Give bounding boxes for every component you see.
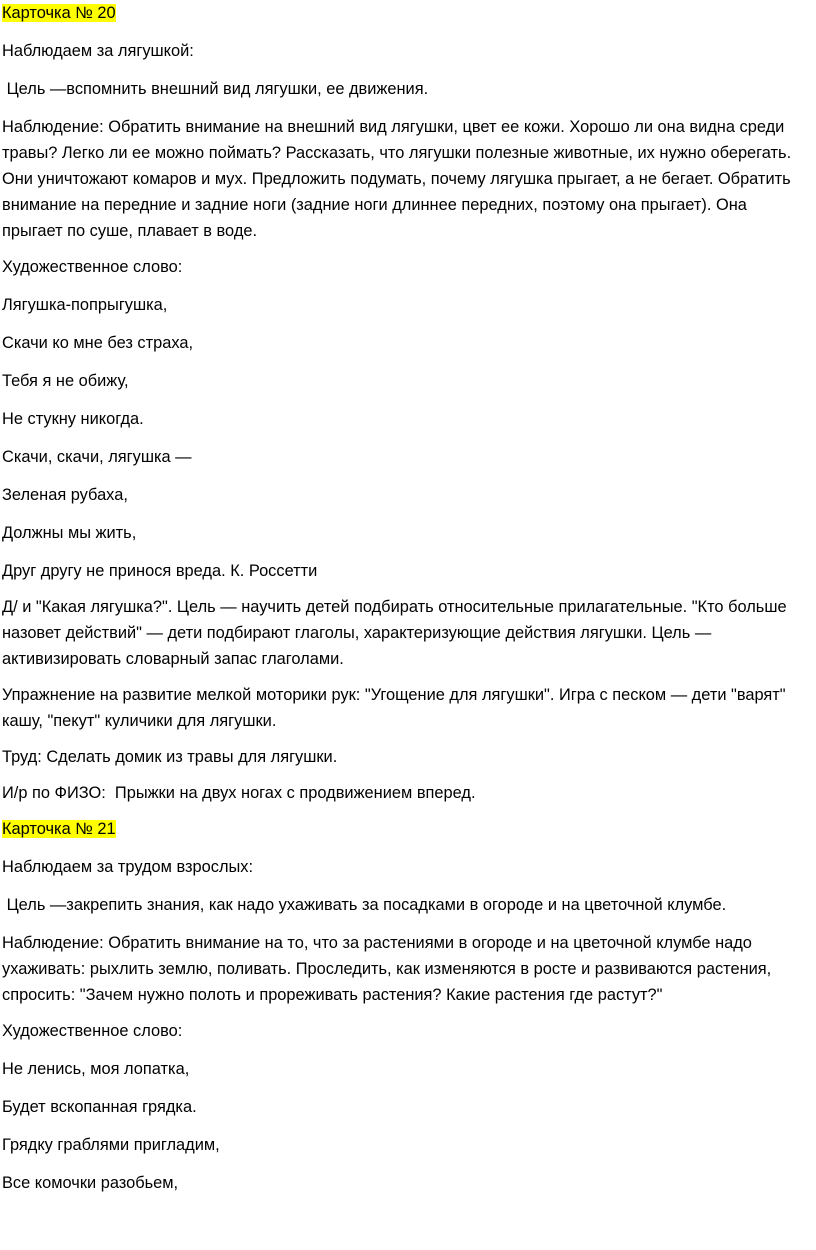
card-20-poem-line: Лягушка-попрыгушка, bbox=[2, 296, 168, 314]
card-20-observe: Наблюдаем за лягушкой: bbox=[2, 42, 194, 60]
card-20-title-line bbox=[2, 0, 802, 26]
card-20-observation: Наблюдение: Обратить внимание на внешний вид лягушки, цвет ее кожи. Хорошо ли она видна среди травы? Легко ли ее можно поймать? Рассказать, что лягушки полезные животные, их нужно оберегать. Они уничтожают комаров и мух. Предложить подумать, почему лягушка прыгает, а не бегает. Обратить внимание на передние и задние ноги (задние ноги длиннее передних, поэтому она прыгает). Она прыгает по суше, плавает в воде. bbox=[2, 118, 796, 240]
card-20-game: Д/ и "Какая лягушка?". Цель — научить детей подбирать относительные прилагательные. "Кто больше назовет действий" — дети подбирают глаголы, характеризующие действия лягушки. Цель — активизировать словарный запас глаголами. bbox=[2, 598, 792, 668]
card-21-observation: Наблюдение: Обратить внимание на то, что за растениями в огороде и на цветочной клумбе надо ухаживать: рыхлить землю, поливать. Проследить, как изменяются в росте и развиваются растения, спросить: "Зачем нужно полоть и прореживать растения? Какие растения где растут?" bbox=[2, 934, 776, 1004]
card-20-poem-line: Скачи ко мне без страха, bbox=[2, 334, 194, 352]
card-20-poem-line: Должны мы жить, bbox=[2, 524, 137, 542]
card-21-title-line bbox=[2, 816, 802, 842]
card-21-goal: Цель —закрепить знания, как надо ухаживать за посадками в огороде и на цветочной клумбе. bbox=[2, 896, 727, 914]
card-20-poem-line: Скачи, скачи, лягушка — bbox=[2, 448, 192, 466]
card-20-goal: Цель —вспомнить внешний вид лягушки, ее движения. bbox=[2, 80, 429, 98]
card-20-poem-line: Друг другу не принося вреда. К. Россетти bbox=[2, 562, 318, 580]
card-21-poem-line: Грядку граблями пригладим, bbox=[2, 1136, 220, 1154]
card-21-title: Карточка № 21 bbox=[2, 820, 116, 838]
card-21-poem-line: Будет вскопанная грядка. bbox=[2, 1098, 197, 1116]
card-20-art-word: Художественное слово: bbox=[2, 258, 183, 276]
card-20-exercise: Упражнение на развитие мелкой моторики рук: "Угощение для лягушки". Игра с песком — дети "варят" кашу, "пекут" куличики для лягушки. bbox=[2, 686, 791, 730]
card-20-labor: Труд: Сделать домик из травы для лягушки. bbox=[2, 748, 338, 766]
card-20-poem-line: Не стукну никогда. bbox=[2, 410, 144, 428]
card-21-observe: Наблюдаем за трудом взрослых: bbox=[2, 858, 254, 876]
card-20-title: Карточка № 20 bbox=[2, 4, 116, 22]
card-21-poem-line: Не ленись, моя лопатка, bbox=[2, 1060, 190, 1078]
card-20-pe-game: И/р по ФИЗО: Прыжки на двух ногах с продвижением вперед. bbox=[2, 784, 476, 802]
card-20-poem-line: Тебя я не обижу, bbox=[2, 372, 129, 390]
card-21-poem-line: Все комочки разобьем, bbox=[2, 1174, 179, 1192]
card-21-art-word: Художественное слово: bbox=[2, 1022, 183, 1040]
card-20-poem-line: Зеленая рубаха, bbox=[2, 486, 128, 504]
